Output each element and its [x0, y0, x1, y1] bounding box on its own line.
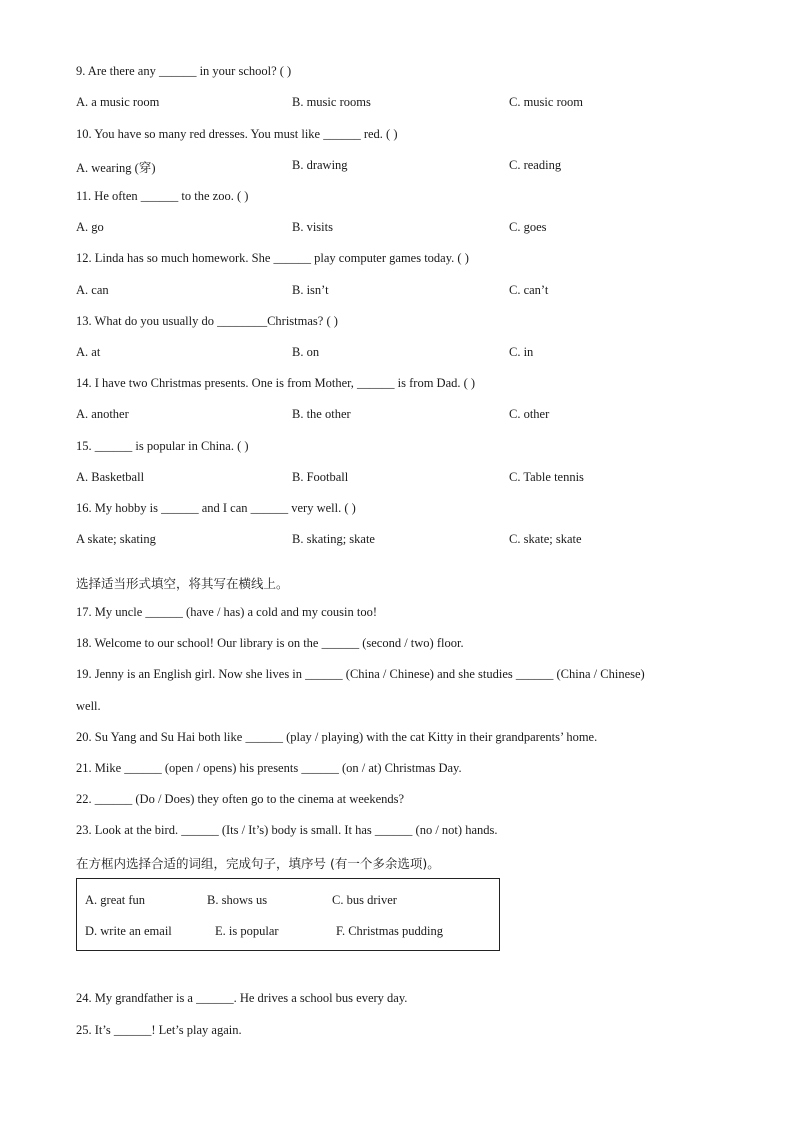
- phrase-option-a: A. great fun: [85, 893, 146, 907]
- phrase-option-c: C. bus driver: [332, 893, 397, 907]
- option-b: B. music rooms: [292, 95, 371, 109]
- fill-item-19-continued: well.: [76, 699, 101, 713]
- phrase-option-d: D. write an email: [85, 924, 172, 938]
- option-a: A. another: [76, 407, 129, 421]
- phrase-item-25: 25. It’s ______! Let’s play again.: [76, 1023, 242, 1037]
- option-a: A. a music room: [76, 95, 160, 109]
- question-stem: 10. You have so many red dresses. You must like ______ red. ( ): [76, 127, 398, 141]
- fill-item-21: 21. Mike ______ (open / opens) his presents ______ (on / at) Christmas Day.: [76, 761, 462, 775]
- option-c: C. goes: [509, 220, 547, 234]
- fill-item-17: 17. My uncle ______ (have / has) a cold and my cousin too!: [76, 605, 377, 619]
- option-a: A. wearing (穿): [76, 161, 156, 175]
- question-stem: 14. I have two Christmas presents. One is from Mother, ______ is from Dad. ( ): [76, 376, 476, 390]
- option-a: A. Basketball: [76, 470, 145, 484]
- option-c: C. skate; skate: [509, 532, 582, 546]
- fill-item-22: 22. ______ (Do / Does) they often go to the cinema at weekends?: [76, 792, 405, 806]
- question-stem: 11. He often ______ to the zoo. ( ): [76, 189, 249, 203]
- fill-item-20: 20. Su Yang and Su Hai both like ______ (play / playing) with the cat Kitty in their grandparents’ home.: [76, 730, 598, 744]
- option-b: B. skating; skate: [292, 532, 375, 546]
- phrase-option-b: B. shows us: [207, 893, 268, 907]
- option-b: B. the other: [292, 407, 351, 421]
- question-stem: 9. Are there any ______ in your school? ( ): [76, 64, 292, 78]
- phrase-option-f: F. Christmas pudding: [336, 924, 443, 938]
- option-c: C. in: [509, 345, 534, 359]
- option-b: B. visits: [292, 220, 333, 234]
- phrase-item-24: 24. My grandfather is a ______. He drives a school bus every day.: [76, 991, 408, 1005]
- option-b: B. Football: [292, 470, 349, 484]
- question-stem: 13. What do you usually do ________Christmas? ( ): [76, 314, 338, 328]
- option-b: B. isn’t: [292, 283, 329, 297]
- option-a: A. can: [76, 283, 109, 297]
- option-b: B. drawing: [292, 158, 348, 172]
- section-heading: 在方框内选择合适的词组，完成句子，填序号 (有一个多余选项)。: [76, 856, 440, 871]
- fill-item-18: 18. Welcome to our school! Our library is on the ______ (second / two) floor.: [76, 636, 464, 650]
- fill-item-23: 23. Look at the bird. ______ (Its / It’s) body is small. It has ______ (no / not) hands.: [76, 823, 498, 837]
- option-a: A skate; skating: [76, 532, 156, 546]
- option-a: A. go: [76, 220, 104, 234]
- option-a: A. at: [76, 345, 101, 359]
- option-c: C. other: [509, 407, 550, 421]
- section-heading: 选择适当形式填空，将其写在横线上。: [76, 576, 289, 591]
- question-stem: 15. ______ is popular in China. ( ): [76, 439, 249, 453]
- option-c: C. music room: [509, 95, 583, 109]
- fill-item-19: 19. Jenny is an English girl. Now she lives in ______ (China / Chinese) and she studies ______ (China / Chinese): [76, 667, 645, 681]
- question-stem: 16. My hobby is ______ and I can ______ very well. ( ): [76, 501, 356, 515]
- phrase-option-e: E. is popular: [215, 924, 279, 938]
- phrase-box: [76, 878, 500, 951]
- option-b: B. on: [292, 345, 320, 359]
- option-c: C. reading: [509, 158, 562, 172]
- option-c: C. can’t: [509, 283, 549, 297]
- option-c: C. Table tennis: [509, 470, 584, 484]
- question-stem: 12. Linda has so much homework. She ______ play computer games today. ( ): [76, 251, 469, 265]
